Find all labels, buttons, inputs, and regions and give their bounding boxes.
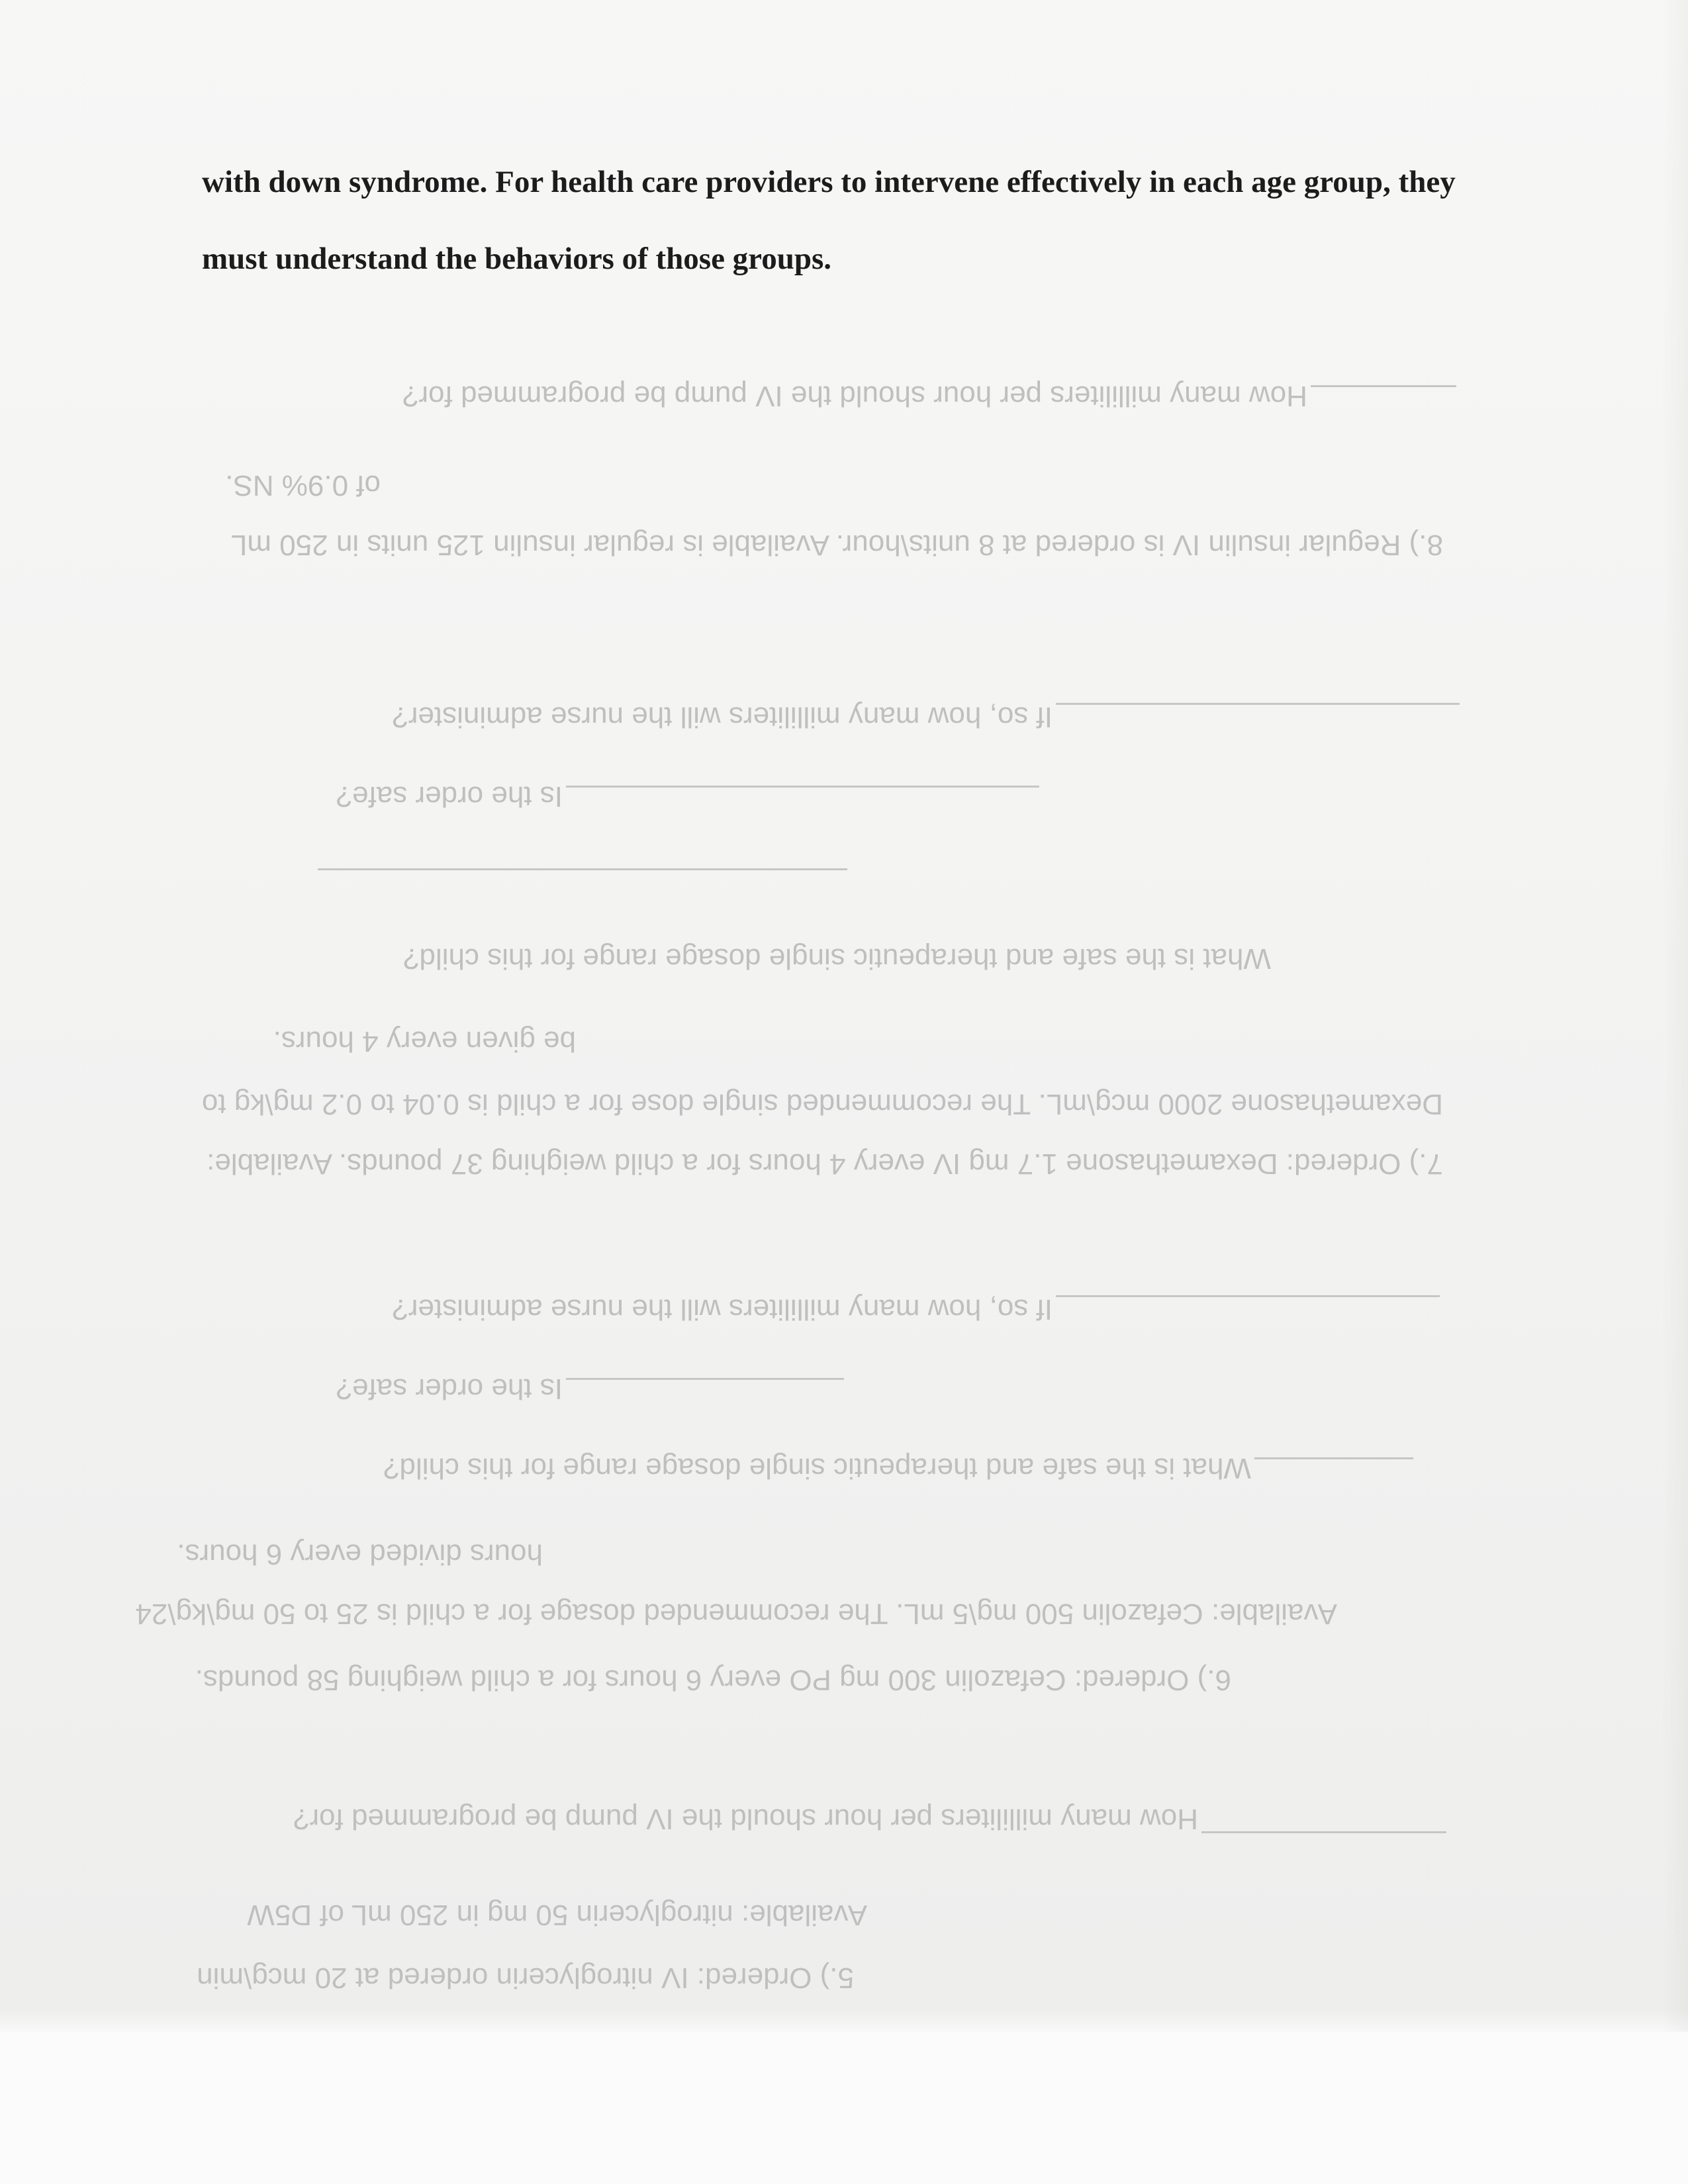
page-edge-shadow [1662, 0, 1688, 2032]
bleed-q7-safe-blank [566, 786, 1039, 788]
bleed-q5-answer-blank [1201, 1831, 1446, 1833]
bleed-q7-ml: If so, how many milliliters will the nurse administer? [392, 701, 1053, 733]
bleed-q6-range-blank [1254, 1457, 1413, 1459]
bleed-q6-ml-blank [1056, 1295, 1440, 1297]
bleed-q7-line1: 7.) Ordered: Dexamethasone 1.7 mg IV every 4 hours for a child weighing 37 pounds. Available: [207, 1148, 1443, 1180]
paragraph-line-1: with down syndrome. For health care providers to intervene effectively in each age group, they [202, 165, 1456, 199]
bleed-q5-line1: 5.) Ordered: IV nitroglycerin ordered at 20 mcg\min [197, 1962, 854, 1994]
paragraph-line-2: must understand the behaviors of those groups. [202, 242, 832, 276]
bleed-q7-range-blank [318, 868, 847, 870]
bleed-q5-question: How many milliliters per hour should the IV pump be programmed for? [293, 1803, 1198, 1835]
bleed-q5-line2: Available: nitroglycerin 50 mg in 250 mL of D5W [247, 1899, 867, 1931]
bleed-q6-line2: Available: Cefazolin 500 mg\5 mL. The recommended dosage for a child is 25 to 50 mg\kg\24 [135, 1598, 1337, 1630]
bleed-q7-range: What is the safe and therapeutic single dosage range for this child? [402, 942, 1271, 975]
bleed-q6-safe-blank [566, 1378, 844, 1380]
bleed-q7-ml-blank [1056, 703, 1460, 705]
bleed-q6-ml: If so, how many milliliters will the nurse administer? [392, 1293, 1053, 1326]
bleed-q7-safe: Is the order safe? [336, 780, 563, 813]
bleed-q6-safe: Is the order safe? [336, 1373, 563, 1405]
bleed-q8-question: How many milliliters per hour should the IV pump be programmed for? [402, 380, 1307, 412]
bleed-q6-line3: hours divided every 6 hours. [177, 1538, 543, 1570]
bleed-q7-line3: be given every 4 hours. [273, 1025, 576, 1058]
scanner-bottom-margin [0, 2032, 1688, 2184]
bleed-q6-line1: 6.) Ordered: Cefazolin 300 mg PO every 6 hours for a child weighing 58 pounds. [195, 1664, 1231, 1696]
bleed-q7-line2: Dexamethasone 2000 mcg\mL. The recommended single dose for a child is 0.04 to 0.2 mg\kg to [201, 1088, 1443, 1120]
bleed-q8-answer-blank [1311, 385, 1456, 387]
bleed-q8-line2: of 0.9% NS. [225, 469, 381, 502]
bleed-q6-range: What is the safe and therapeutic single dosage range for this child? [383, 1452, 1251, 1484]
bleed-q8-line1: 8.) Regular insulin IV is ordered at 8 units\hour. Available is regular insulin 125 units in 250 mL [230, 529, 1443, 561]
